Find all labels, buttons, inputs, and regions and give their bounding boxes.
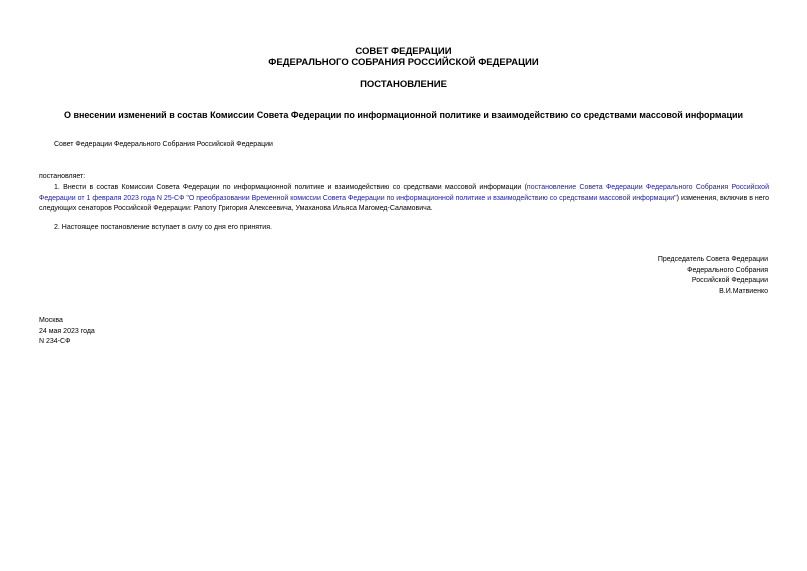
- header-line-1: СОВЕТ ФЕДЕРАЦИИ: [355, 46, 452, 57]
- signature-line-1: Председатель Совета Федерации: [657, 256, 768, 263]
- reference-link[interactable]: постановление Совета Федерации Федерального Собрания Российской Федерации от 1 февраля 2023 года N 25-СФ "О преобразовании Временной комиссии Совета Федерации по информационной политике и взаимодействию со средствами массовой информации": [39, 184, 769, 202]
- signature-line-3: Российской Федерации: [691, 277, 768, 284]
- paragraph-item-2: 2. Настоящее постановление вступает в силу со дня его принятия.: [54, 224, 272, 231]
- footer-city: Москва: [39, 317, 63, 324]
- document-type: ПОСТАНОВЛЕНИЕ: [360, 79, 447, 90]
- footer-date: 24 мая 2023 года: [39, 327, 95, 335]
- item1-before-text: 1. Внести в состав Комиссии Совета Федерации по информационной политике и взаимодействию со средствами массовой информации (: [54, 184, 527, 191]
- document-title: О внесении изменений в состав Комиссии Совета Федерации по информационной политике и взаимодействию со средствами массовой информации: [63, 110, 744, 120]
- document-footer: [39, 316, 95, 348]
- signature-line-2: Федерального Собрания: [687, 266, 768, 274]
- paragraph-item-1: [39, 183, 769, 215]
- document-header: [0, 46, 807, 68]
- signature-block: [658, 255, 768, 297]
- footer-number: N 234-СФ: [39, 338, 71, 345]
- resolves-text: постановляет:: [39, 173, 86, 180]
- header-line-2: ФЕДЕРАЛЬНОГО СОБРАНИЯ РОССИЙСКОЙ ФЕДЕРАЦИИ: [268, 57, 539, 68]
- signature-name: В.И.Матвиенко: [719, 287, 768, 295]
- issuer-text: Совет Федерации Федерального Собрания Российской Федерации: [54, 141, 273, 148]
- item1-after-text: ) изменения, включив в него следующих сенаторов Российской Федерации: Рапоту Григория Алексеевича, Умаханова Ильяса Магомед-Саламовича.: [39, 194, 769, 212]
